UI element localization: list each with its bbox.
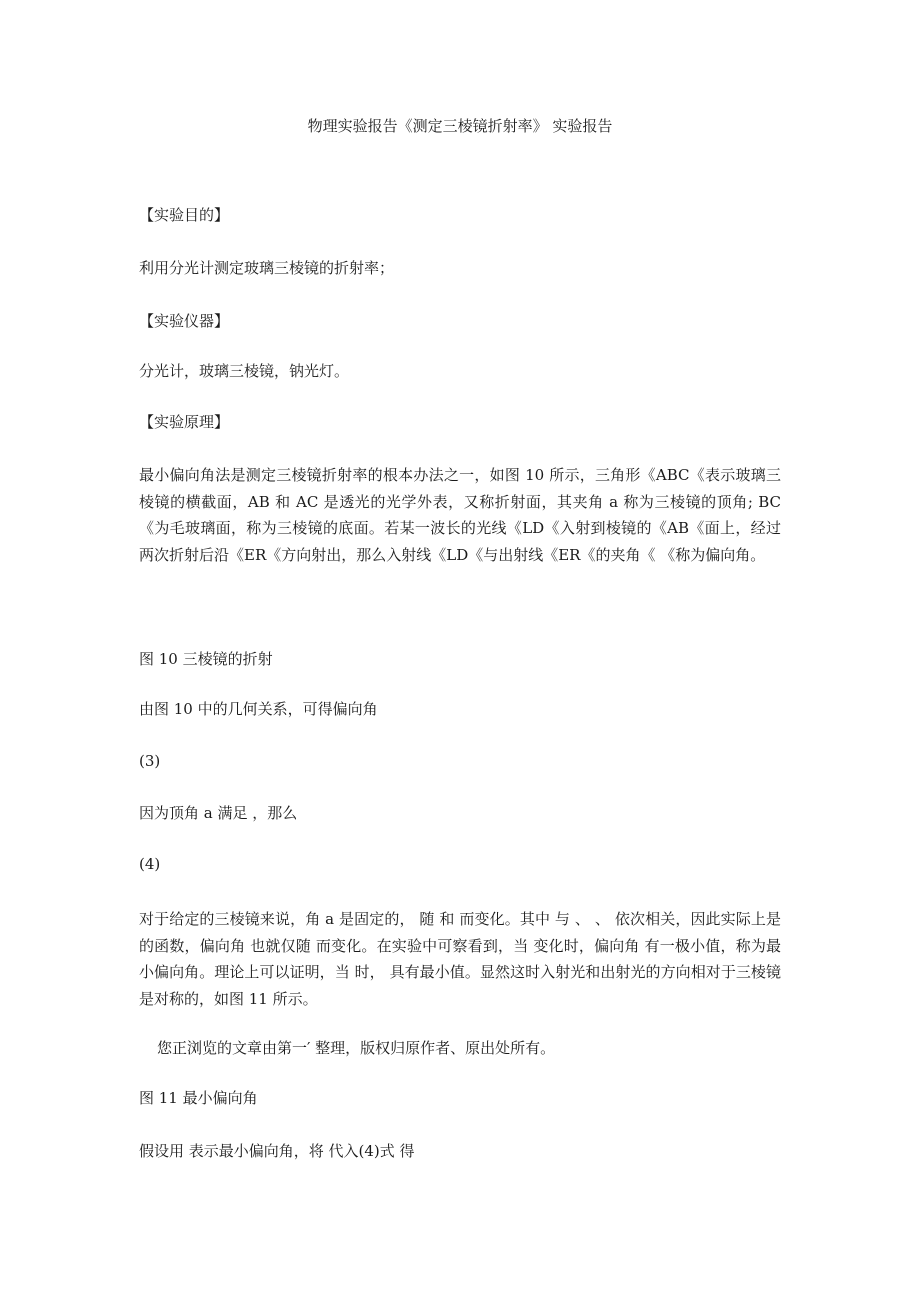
document-title: 物理实验报告《测定三棱镜折射率》 实验报告 [307,117,613,135]
principle-paragraph: 最小偏向角法是测定三棱镜折射率的根本办法之一，如图 10 所示，三角形《ABC《表示玻璃三棱镜的横截面，AB 和 AC 是透光的光学外表，又称折射面，其夹角 a 称为三棱镜的顶角; BC《为毛玻璃面，称为三棱镜的底面。若某一波长的光线《LD《入射到棱镜的《AB《面上，经过两次折射后沿《ER《方向射出，那么入射线《LD《与出射线《ER《的夹角《 《称为偏向角。 [139,466,781,564]
apparatus-text: 分光计，玻璃三棱镜，钠光灯。 [139,362,350,380]
purpose-text: 利用分光计测定玻璃三棱镜的折射率； [139,259,395,277]
apparatus-heading: 【实验仪器】 [139,312,230,330]
assume-text: 假设用 表示最小偏向角，将 代入(4)式 得 [139,1142,415,1160]
equation-4-label: (4) [139,855,161,873]
geometry-text: 由图 10 中的几何关系，可得偏向角 [139,700,378,718]
figure-11-caption: 图 11 最小偏向角 [139,1089,258,1107]
analysis-paragraph: 对于给定的三棱镜来说，角 a 是固定的， 随 和 而变化。其中 与 、 、 依次相关，因此实际上是 的函数，偏向角 也就仅随 而变化。在实验中可察看到，当 变化时，偏向角 有一极小值，称为最小偏向角。理论上可以证明，当 时， 具有最小值。显然这时入射光和出射光的方向相对于三棱镜是对称的，如图 11 所示。 [139,910,781,1008]
apex-condition-text: 因为顶角 a 满足 ，那么 [139,804,298,822]
principle-heading: 【实验原理】 [139,413,230,431]
equation-3-label: (3) [139,752,161,770]
figure-10-caption: 图 10 三棱镜的折射 [139,650,273,668]
purpose-heading: 【实验目的】 [139,206,230,224]
copyright-note: 您正浏览的文章由第一′ 整理，版权归原作者、原出处所有。 [157,1039,556,1057]
